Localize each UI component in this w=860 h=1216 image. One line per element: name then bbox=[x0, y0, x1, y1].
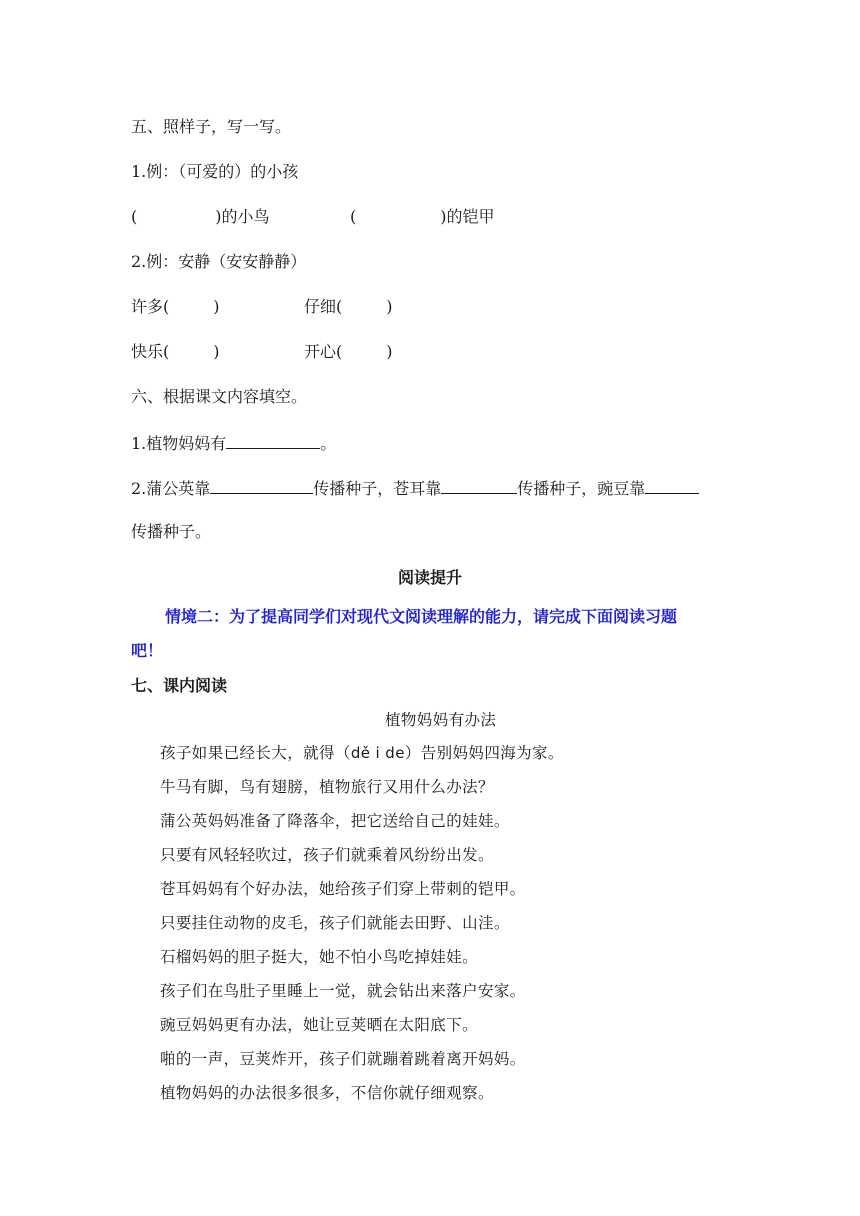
passage-line-11: 植物妈妈的办法很多很多，不信你就仔细观察。 bbox=[160, 1084, 494, 1102]
s6-q2-part1: 2.蒲公英靠 bbox=[131, 479, 211, 498]
passage-title: 植物妈妈有办法 bbox=[385, 711, 497, 729]
q2-word-kuaile: 快乐( bbox=[131, 342, 170, 361]
passage-line-8: 孩子们在鸟肚子里睡上一觉，就会钻出来落户安家。 bbox=[160, 982, 526, 1000]
q2-close-xuduo: ) bbox=[213, 297, 220, 316]
q1-row-right bbox=[350, 207, 495, 227]
q2-row2-item2 bbox=[304, 342, 393, 362]
passage-line-1-post: ）告别妈妈四海为家。 bbox=[404, 744, 564, 762]
q2-close-kaixin: ) bbox=[386, 342, 393, 361]
passage-line-9: 豌豆妈妈更有办法，她让豆荚晒在太阳底下。 bbox=[160, 1016, 479, 1034]
section7-heading: 七、课内阅读 bbox=[131, 676, 228, 695]
s6-q2-blank3[interactable] bbox=[645, 478, 699, 494]
section6-heading: 六、根据课文内容填空。 bbox=[131, 387, 308, 406]
passage-line-4: 只要有风轻轻吹过，孩子们就乘着风纷纷出发。 bbox=[160, 846, 494, 864]
s6-q1-blank[interactable] bbox=[226, 433, 320, 449]
passage-line-2: 牛马有脚，鸟有翅膀，植物旅行又用什么办法？ bbox=[160, 778, 494, 796]
q1-right-close: )的铠甲 bbox=[440, 207, 495, 226]
q1-left-close: )的小鸟 bbox=[215, 207, 270, 226]
reading-title: 阅读提升 bbox=[397, 568, 462, 587]
s6-q1 bbox=[131, 433, 336, 454]
scenario-line2: 吧！ bbox=[131, 641, 164, 660]
q2-row2-item1 bbox=[131, 342, 220, 362]
passage-line-5: 苍耳妈妈有个好办法，她给孩子们穿上带刺的铠甲。 bbox=[160, 880, 526, 898]
s6-q2-part2: 传播种子，苍耳靠 bbox=[313, 479, 442, 498]
q2-word-xuduo: 许多( bbox=[131, 297, 170, 316]
q2-close-kuaile: ) bbox=[213, 342, 220, 361]
q1-row bbox=[131, 207, 270, 227]
s6-q1-prefix: 1.植物妈妈有 bbox=[131, 434, 227, 453]
q1-example: 1.例：（可爱的）的小孩 bbox=[131, 162, 299, 181]
s6-q2-part3: 传播种子，豌豆靠 bbox=[517, 479, 646, 498]
passage-line-7: 石榴妈妈的胆子挺大，她不怕小鸟吃掉娃娃。 bbox=[160, 948, 479, 966]
q2-word-zixi: 仔细( bbox=[304, 297, 343, 316]
q2-row1-item1 bbox=[131, 297, 220, 317]
s6-q2-continuation: 传播种子。 bbox=[131, 522, 212, 541]
passage-line-1 bbox=[160, 743, 564, 763]
passage-line-1-pre: 孩子如果已经长大，就得（ bbox=[160, 744, 351, 762]
passage-line-6: 只要挂住动物的皮毛，孩子们就能去田野、山洼。 bbox=[160, 914, 510, 932]
s6-q2-blank2[interactable] bbox=[441, 478, 517, 494]
pinyin-annotation: dě i de bbox=[350, 744, 405, 762]
s6-q2-blank1[interactable] bbox=[210, 478, 313, 494]
q2-word-kaixin: 开心( bbox=[304, 342, 343, 361]
scenario-line1: 情境二：为了提高同学们对现代文阅读理解的能力，请完成下面阅读习题 bbox=[165, 607, 678, 626]
section5-heading: 五、照样子，写一写。 bbox=[131, 117, 292, 136]
s6-q2 bbox=[131, 478, 699, 499]
q1-right-open: ( bbox=[350, 207, 357, 226]
q2-row1-item2 bbox=[304, 297, 393, 317]
q1-left-open: ( bbox=[131, 207, 138, 226]
q2-close-zixi: ) bbox=[386, 297, 393, 316]
passage-line-10: 啪的一声，豆荚炸开，孩子们就蹦着跳着离开妈妈。 bbox=[160, 1050, 526, 1068]
q2-example: 2.例：安静（安安静静） bbox=[131, 252, 307, 271]
passage-line-3: 蒲公英妈妈准备了降落伞，把它送给自己的娃娃。 bbox=[160, 812, 510, 830]
s6-q1-suffix: 。 bbox=[320, 434, 337, 453]
